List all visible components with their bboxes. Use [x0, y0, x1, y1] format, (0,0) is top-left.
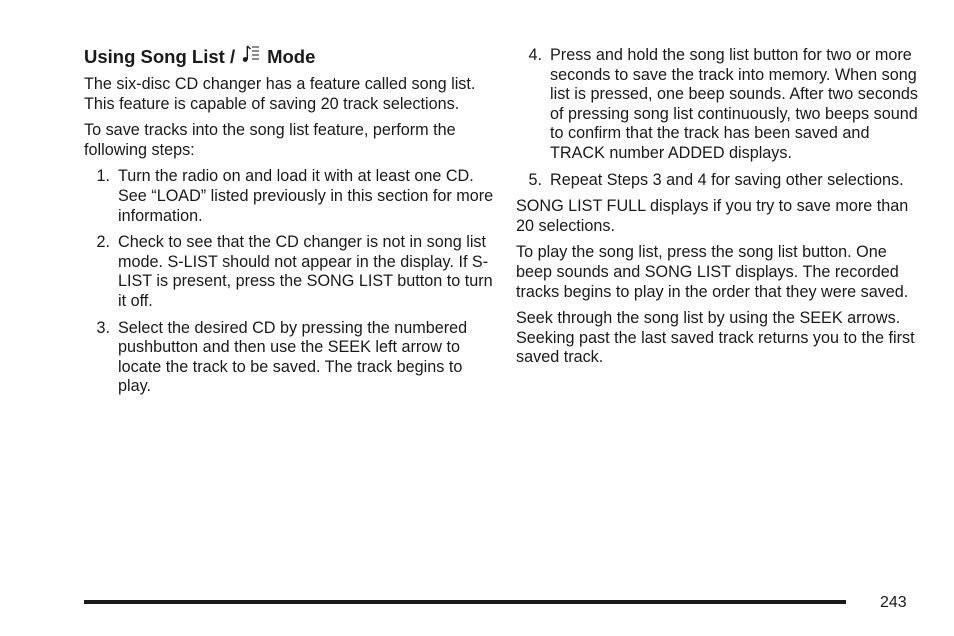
step-item [84, 233, 494, 311]
step-text: Repeat Steps 3 and 4 for saving other selections. [550, 170, 904, 189]
heading-text-post: Mode [267, 46, 316, 67]
steps-intro-paragraph: To save tracks into the song list feature, perform the following steps: [84, 121, 456, 159]
step-text: Turn the radio on and load it with at least one CD. See “LOAD” listed previously in this section for more information. [118, 167, 494, 225]
heading-text-pre: Using Song List / [84, 46, 236, 67]
step-item [84, 167, 494, 226]
step-text: Press and hold the song list button for two or more seconds to save the track into memory. When song list is pressed, one beep sounds. After two seconds of pressing song list continuously, two beeps sound to confirm that the track has been saved and TRACK number ADDED displays. [550, 46, 919, 162]
list-full-paragraph: SONG LIST FULL displays if you try to save more than 20 selections. [516, 197, 909, 235]
intro-paragraph: The six-disc CD changer has a feature called song list. This feature is capable of saving 20 track selections. [84, 75, 476, 113]
seek-paragraph: Seek through the song list by using the SEEK arrows. Seeking past the last saved track returns you to the first saved track. [516, 309, 915, 367]
left-column [84, 44, 494, 404]
step-number: 2. [96, 233, 110, 252]
play-list-paragraph: To play the song list, press the song list button. One beep sounds and SONG LIST displays. The recorded tracks begins to play in the order that they were saved. [516, 243, 909, 301]
step-number: 5. [528, 170, 542, 189]
step-number: 4. [528, 46, 542, 64]
step-item [84, 319, 494, 397]
right-column [516, 46, 926, 375]
step-item [516, 171, 926, 191]
step-number: 1. [96, 167, 110, 186]
steps-list-right [516, 46, 926, 190]
page-number: 243 [880, 594, 907, 611]
section-heading [84, 44, 494, 70]
song-list-icon [242, 44, 260, 70]
step-text: Check to see that the CD changer is not in song list mode. S-LIST should not appear in the display. If S-LIST is present, press the SONG LIST button to turn it off. [118, 233, 493, 310]
step-item [516, 46, 926, 164]
steps-list-left [84, 167, 494, 397]
step-number: 3. [96, 318, 110, 337]
footer-rule [84, 600, 846, 604]
step-text: Select the desired CD by pressing the numbered pushbutton and then use the SEEK left arrow to locate the track to be saved. The track begins to play. [118, 318, 468, 396]
